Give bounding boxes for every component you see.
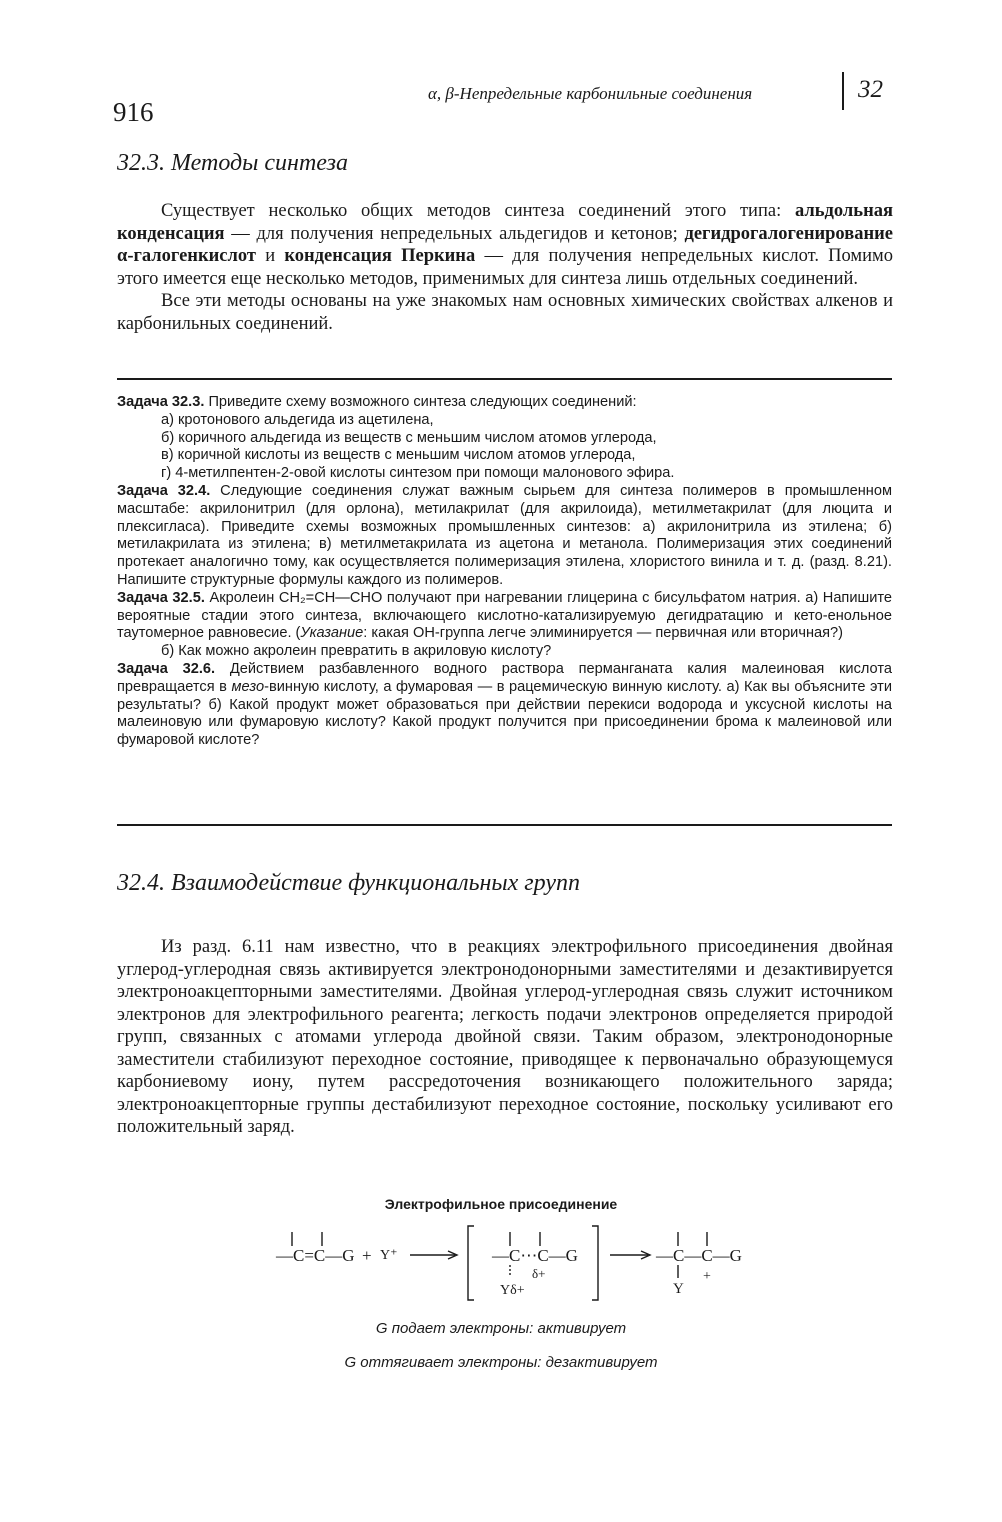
text-run: — для получения непредельных кислот. Помимо этого имеется еще несколько методов, применимых для синтеза лишь отдельных соединений. [117,246,893,289]
product-formula: —C—C—G [656,1246,742,1265]
text-run: и [255,246,285,266]
problem-32-4 [117,483,892,590]
problem-label: Задача 32.5. [117,589,205,606]
problem-label: Задача 32.4. [117,482,211,499]
bracket-right [592,1226,598,1300]
problem-text: : какая OH-группа легче элиминируется — первичная или вторичная?) [363,625,843,642]
paragraph-basis: Все эти методы основаны на уже знакомых нам основных химических свойствах алкенов и карбонильных соединений. [117,291,893,334]
problems-block [117,394,892,750]
page-number: 916 [113,97,154,127]
caption-deactivates: G оттягивает электроны: дезактивирует [344,1354,658,1371]
bold-term: конденсация Перкина [284,246,476,266]
reactant-formula: —C=C—G [276,1246,355,1265]
section-title-32-3: 32.3. Методы синтеза [117,150,348,176]
paragraph-methods [117,200,893,290]
problem-text: -винную кислоту, а фумаровая — в рацемическую винную кислоту. а) Как вы объясните эти результаты? б) Какой продукт может образоваться при действии перекиси водорода и уксусной кислоты на малеиновую или фумаровую кислоту? Какой продукт получится при присоединении брома к малеиновой или фумаровой кислоте? [117,678,892,749]
problems-top-rule [117,378,892,380]
problem-label: Задача 32.3. [117,394,205,410]
problem-text: Акролеин CH₂=CH—CHO получают при нагревании глицерина с бисульфатом натрия. а) Напишите вероятные стадии этого синтеза, включающего кислотно-катализируемую дегидратацию и кето-енольное таутомерное равновесие. ( [117,589,892,642]
problem-text: Действием разбавленного водного раствора перманганата калия малеиновая кислота превращается в [117,660,892,695]
reagent: Y⁺ [380,1248,398,1263]
paragraph-functional-groups: Из разд. 6.11 нам известно, что в реакциях электрофильного присоединения двойная углерод-углеродная связь активируется электронодонорными заместителями и дезактивируется электроноакцепторными заместителями. Двойная углерод-углеродная связь служит источником электронов для электрофильного реагента; легкость подачи электронов определяется природой групп, связанных с атомами углерода двойной связи. Таким образом, электронодонорные заместители стабилизуют переходное состояние, приводящее к первоначально образующемуся карбониевому иону, путем рассредоточения возникающего положительного заряда; электроноакцепторные группы дестабилизуют переходное состояние, поскольку усиливают его положительный заряд. [117,937,893,1137]
problems-bottom-rule [117,824,892,826]
hint-label: Указание [300,625,364,642]
plus-sign: + [362,1246,372,1265]
electrophilic-addition-scheme [270,1218,760,1310]
problem-item: а) кротонового альдегида из ацетилена, [161,411,434,428]
problem-item: б) коричного альдегида из веществ с меньшим числом атомов углерода, [161,429,657,446]
problem-32-5 [117,590,892,643]
problem-item: б) Как можно акролеин превратить в акриловую кислоту? [161,643,552,660]
section-title-32-4: 32.4. Взаимодействие функциональных групп [117,870,580,896]
text-run: Существует несколько общих методов синтеза соединений этого типа: [161,201,795,221]
problem-item: в) коричной кислоты из веществ с меньшим числом атомов углерода, [161,447,636,464]
bold-term: альдольная конденсация [117,201,893,244]
transition-state-electrophile: Yδ+ [500,1283,525,1298]
chapter-number: 32 [858,76,883,103]
positive-charge: + [703,1269,711,1284]
header-divider [842,72,844,110]
caption-activates: G подает электроны: активирует [375,1320,627,1337]
problem-text: Следующие соединения служат важным сырьем для синтеза полимеров в промышленном масштабе: акрилонитрил (для орлона), метилакрилат (для акрилоида), метилметакрилат (для люцита и плексигласа). Приведите схемы возможных промышленных синтезов: а) акрилонитрила из этилена; б) метилакрилата из этилена; в) метилметакрилата из ацетона и метанола. Полимеризация этих соединений протекает аналогично тому, как осуществляется полимеризация этилена, хлористого винила и т. д. (разд. 8.21). Напишите структурные формулы каждого из полимеров. [117,482,892,588]
text-run: — для получения непредельных альдегидов и кетонов; [224,223,685,244]
bold-term: дегидрогалогенирование α-галогенкислот [117,223,893,266]
problem-item: г) 4-метилпентен-2-овой кислоты синтезом при помощи малонового эфира. [161,465,675,482]
running-title: α, β-Непредельные карбонильные соединения [428,84,753,103]
problem-32-3 [117,394,892,412]
meso-term: мезо [231,678,265,695]
problem-text: Приведите схему возможного синтеза следующих соединений: [204,394,637,410]
transition-state-formula: —C⋯C—G [492,1246,578,1265]
product-electrophile: Y [673,1281,684,1297]
diagram-title: Электрофильное присоединение [384,1196,618,1212]
problem-label: Задача 32.6. [117,660,216,677]
problem-32-6 [117,661,892,750]
section-32-4-body [117,936,893,1139]
partial-charge: δ+ [532,1266,546,1281]
bracket-left [468,1226,474,1300]
section-32-3-body [117,200,893,335]
